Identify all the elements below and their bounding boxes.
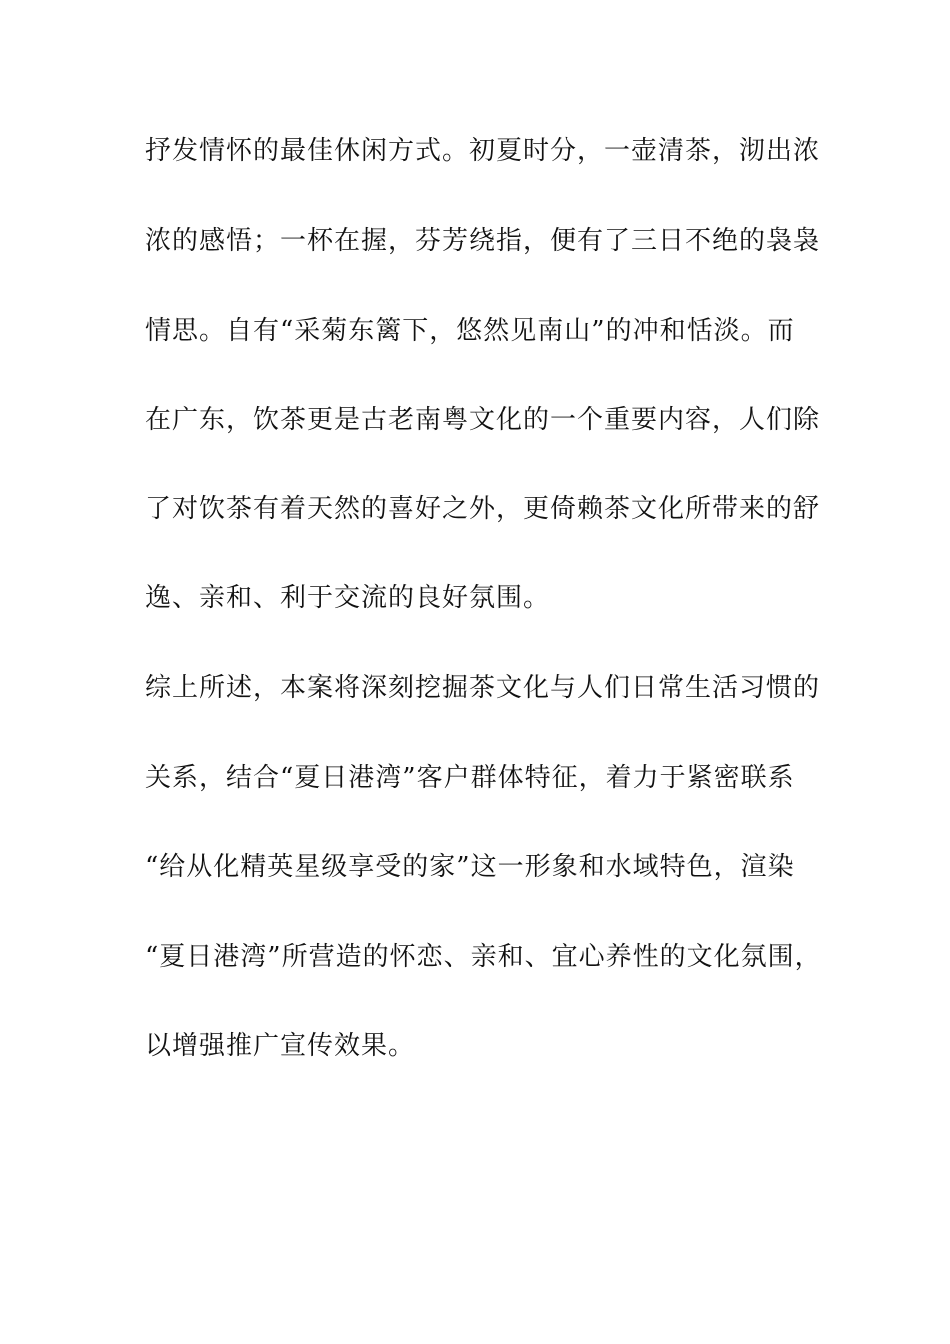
- text-line: “夏日港湾”所营造的怀恋、亲和、宜心养性的文化氛围，: [145, 942, 822, 972]
- text-line: 在广东，饮茶更是古老南粤文化的一个重要内容，人们除: [145, 405, 821, 435]
- text-line: 了对饮茶有着天然的喜好之外，更倚赖茶文化所带来的舒: [145, 494, 821, 524]
- text-line: 情思。自有“采菊东篱下，悠然见南山”的冲和恬淡。而: [145, 316, 795, 346]
- text-line: 以增强推广宣传效果。: [145, 1031, 416, 1061]
- text-line: 关系，结合“夏日港湾”客户群体特征，着力于紧密联系: [145, 763, 795, 793]
- text-line: 抒发情怀的最佳休闲方式。初夏时分，一壶清茶，沏出浓: [145, 136, 821, 166]
- text-line: 浓的感悟；一杯在握，芬芳绕指，便有了三日不绝的袅袅: [145, 226, 821, 256]
- text-line: 综上所述，本案将深刻挖掘茶文化与人们日常生活习惯的: [145, 673, 821, 703]
- text-line: “给从化精英星级享受的家”这一形象和水域特色，渲染: [145, 852, 795, 882]
- text-line: 逸、亲和、利于交流的良好氛围。: [145, 583, 551, 613]
